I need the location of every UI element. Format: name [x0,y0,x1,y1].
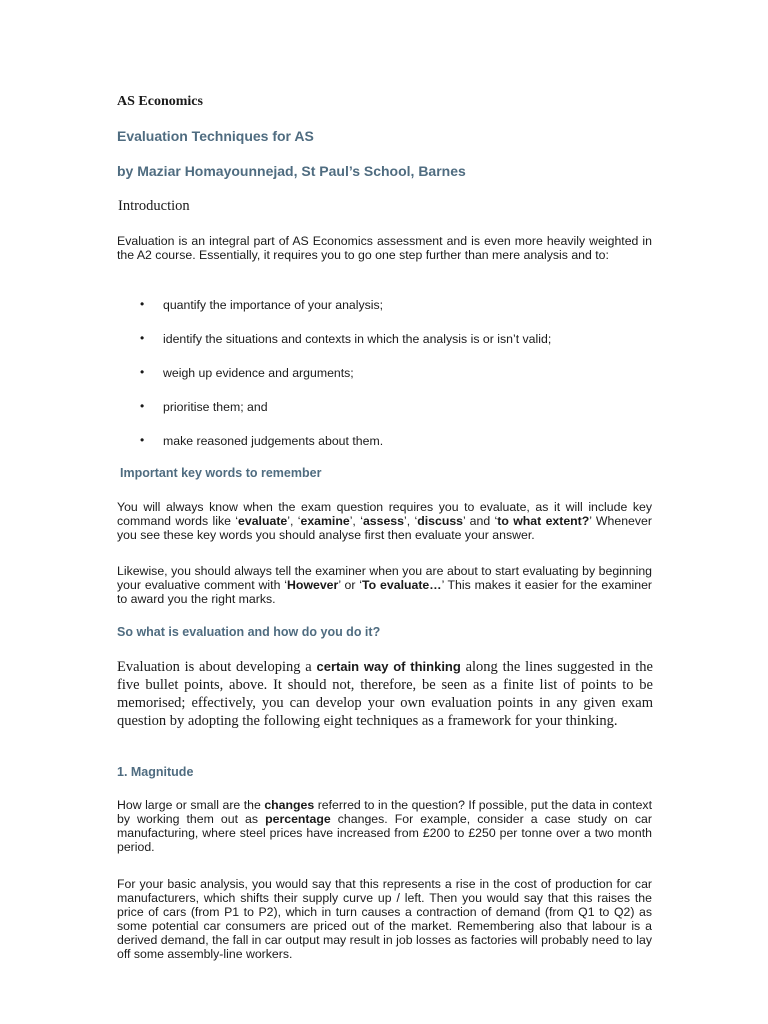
bullet-text: prioritise them; and [163,400,268,414]
bullet-text: weigh up evidence and arguments; [163,366,354,380]
introduction-paragraph: Evaluation is an integral part of AS Economics assessment and is even more heavily weighted in the A2 course. Essentially, it requires you to go one step further than mere analysis and to: [117,234,652,262]
bullet-icon: • [140,399,145,413]
introduction-heading: Introduction [118,198,190,214]
bullet-icon: • [140,433,145,447]
likewise-paragraph: Likewise, you should always tell the examiner when you are about to start evaluating by beginning your evaluative comment with ‘However’ or ‘To evaluate…’ This makes it easier for the examiner to award you the right marks. [117,564,652,606]
bullet-icon: • [140,365,145,379]
basic-analysis-paragraph: For your basic analysis, you would say that this represents a rise in the cost of production for car manufacturers, which shifts their supply curve up / left. Then you would say that this raises the price of cars (from P1 to P2), which in turn causes a contraction of demand (from Q1 to Q2) as some potential car consumers are priced out of the market. Remembering also that labour is a derived demand, the fall in car output may result in job losses as factories will probably need to lay off some assembly-line workers. [117,877,652,961]
what-is-evaluation-heading: So what is evaluation and how do you do it? [117,625,381,639]
document-subtitle: Evaluation Techniques for AS [117,128,314,144]
keywords-paragraph: You will always know when the exam question requires you to evaluate, as it will include key command words like ‘evaluate’, ‘examine’, ‘assess’, ‘discuss’ and ‘to what extent?’ Whenever you see these key words you should analyse first then evaluate your answer. [117,500,652,542]
keywords-heading: Important key words to remember [120,466,322,480]
evaluation-paragraph: Evaluation is about developing a certain way of thinking along the lines suggested in the five bullet points, above. It should not, therefore, be seen as a finite list of points to be memorised; effectively, you can develop your own evaluation points in any given exam question by adopting the following eight techniques as a framework for your thinking. [117,659,653,729]
author-byline: by Maziar Homayounnejad, St Paul’s School, Barnes [117,163,466,179]
magnitude-heading: 1. Magnitude [117,765,194,779]
bullet-icon: • [140,297,145,311]
bullet-icon: • [140,331,145,345]
bullet-text: quantify the importance of your analysis; [163,298,384,312]
magnitude-paragraph: How large or small are the changes referred to in the question? If possible, put the data in context by working them out as percentage changes. For example, consider a case study on car manufacturing, where steel prices have increased from £200 to £250 per tonne over a two month period. [117,798,652,854]
document-title: AS Economics [117,94,203,109]
bullet-text: identify the situations and contexts in which the analysis is or isn’t valid; [163,332,552,346]
bullet-text: make reasoned judgements about them. [163,434,384,448]
